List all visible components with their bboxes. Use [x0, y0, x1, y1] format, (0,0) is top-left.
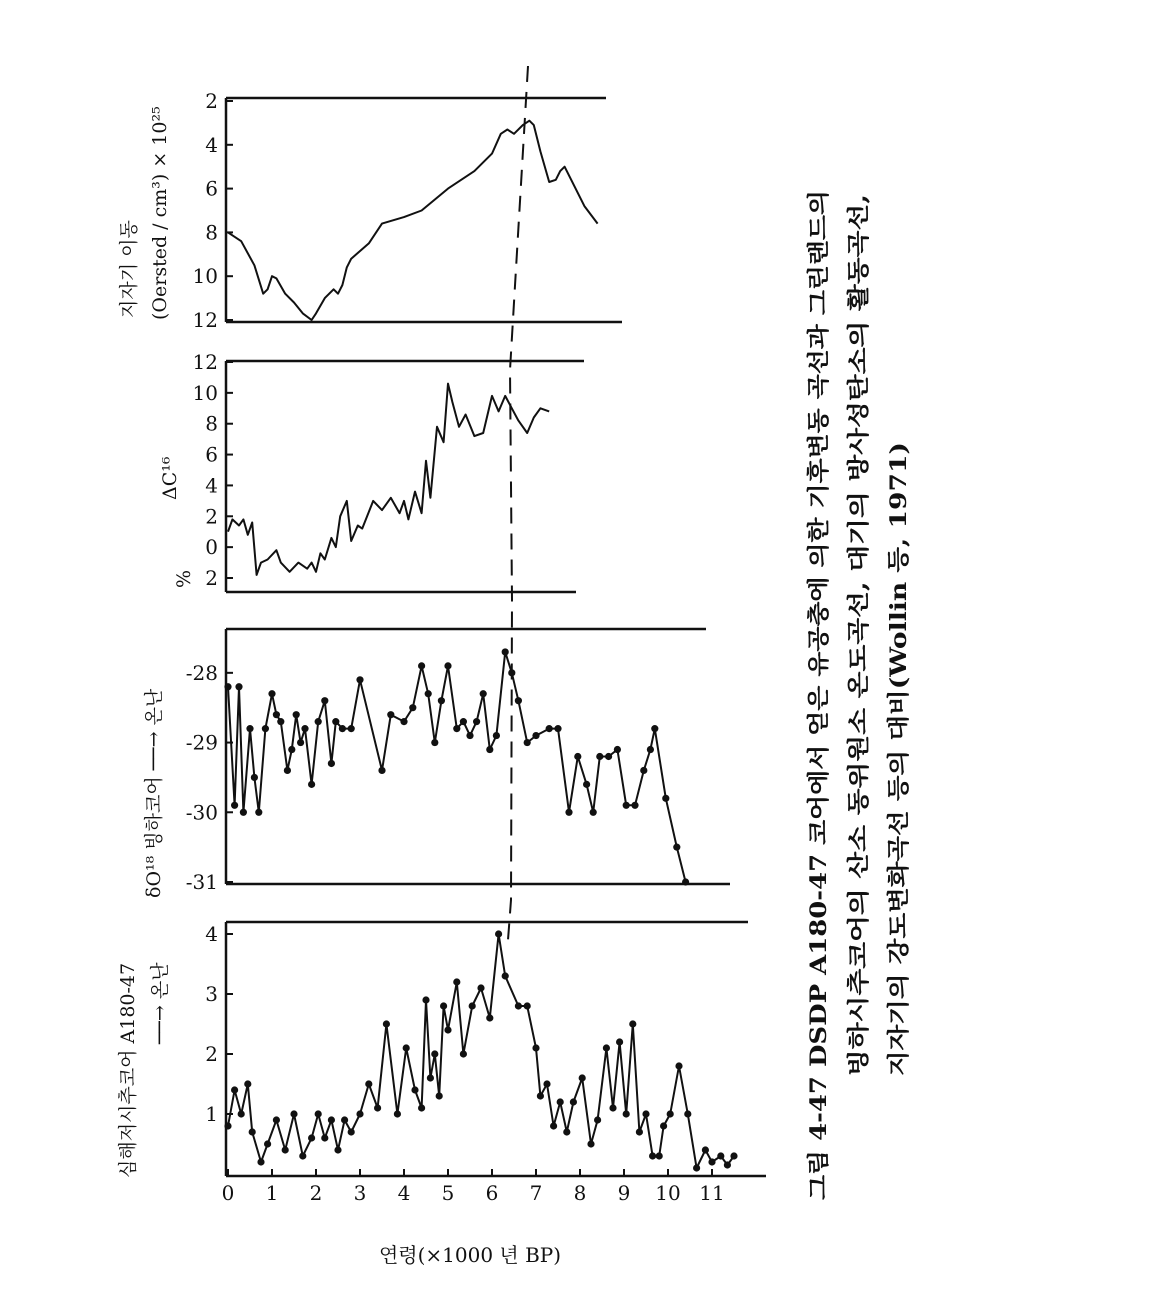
data-point-foraminifera	[570, 1098, 577, 1105]
data-point-foraminifera	[603, 1044, 610, 1051]
data-point-foraminifera	[308, 1134, 315, 1141]
data-point-oxygen_isotope	[651, 725, 658, 732]
caption-line-1: 그림 4-47 DSDP A180-47 코어에서 얻은 유공충에 의한 기후변동 곡선과 그린랜드의	[806, 342, 832, 1200]
data-point-oxygen_isotope	[673, 844, 680, 851]
data-point-oxygen_isotope	[235, 683, 242, 690]
data-point-oxygen_isotope	[273, 711, 280, 718]
xtick-label: 10	[655, 1181, 681, 1205]
data-point-foraminifera	[238, 1110, 245, 1117]
correlation-dashed-line	[508, 66, 528, 940]
xtick-label: 1	[265, 1181, 279, 1205]
data-point-oxygen_isotope	[466, 732, 473, 739]
xtick-label: 9	[617, 1181, 631, 1205]
data-point-foraminifera	[264, 1140, 271, 1147]
data-point-foraminifera	[495, 930, 502, 937]
data-point-oxygen_isotope	[480, 690, 487, 697]
data-point-oxygen_isotope	[532, 732, 539, 739]
ytick-label-geomagnetic: 4	[205, 132, 218, 157]
data-point-foraminifera	[422, 996, 429, 1003]
xtick-label: 4	[397, 1181, 411, 1205]
ytick-label-oxygen_isotope: -29	[185, 730, 218, 755]
data-point-foraminifera	[594, 1116, 601, 1123]
data-point-oxygen_isotope	[339, 725, 346, 732]
data-point-foraminifera	[249, 1128, 256, 1135]
xtick-label: 11	[699, 1181, 725, 1205]
ylabel-foraminifera-line2: ──→ 온난	[149, 962, 171, 1044]
data-point-foraminifera	[348, 1128, 355, 1135]
data-point-oxygen_isotope	[623, 802, 630, 809]
series-radiocarbon	[193, 350, 550, 590]
data-point-foraminifera	[374, 1104, 381, 1111]
data-point-oxygen_isotope	[460, 718, 467, 725]
data-point-foraminifera	[453, 978, 460, 985]
ytick-label-geomagnetic: 12	[192, 308, 218, 332]
data-point-oxygen_isotope	[231, 802, 238, 809]
data-point-oxygen_isotope	[640, 767, 647, 774]
data-point-oxygen_isotope	[387, 711, 394, 718]
data-point-foraminifera	[440, 1002, 447, 1009]
data-point-foraminifera	[431, 1050, 438, 1057]
data-point-foraminifera	[675, 1062, 682, 1069]
data-point-foraminifera	[231, 1086, 238, 1093]
data-point-oxygen_isotope	[554, 725, 561, 732]
data-point-foraminifera	[321, 1134, 328, 1141]
ytick-label-geomagnetic: 10	[192, 264, 218, 289]
ytick-label-foraminifera: 4	[205, 922, 218, 946]
xtick-label: 2	[309, 1181, 323, 1205]
data-point-oxygen_isotope	[596, 753, 603, 760]
data-point-oxygen_isotope	[284, 767, 291, 774]
data-point-oxygen_isotope	[431, 739, 438, 746]
data-point-foraminifera	[257, 1158, 264, 1165]
data-point-oxygen_isotope	[453, 725, 460, 732]
data-point-oxygen_isotope	[605, 753, 612, 760]
data-point-foraminifera	[365, 1080, 372, 1087]
data-point-oxygen_isotope	[251, 774, 258, 781]
ylabel-geomagnetic-line1: 지자기 이동	[118, 220, 140, 318]
data-point-foraminifera	[334, 1146, 341, 1153]
data-point-foraminifera	[477, 984, 484, 991]
xtick-label: 3	[353, 1181, 367, 1205]
data-point-oxygen_isotope	[682, 878, 689, 885]
data-point-oxygen_isotope	[288, 746, 295, 753]
caption-line-2: 빙하시추코어의 산소 동위원소 온도곡선, 대기의 방사성탄소의 활동곡선,	[846, 377, 872, 1076]
data-point-foraminifera	[667, 1110, 674, 1117]
ytick-label-foraminifera: 1	[205, 1102, 218, 1126]
data-point-oxygen_isotope	[321, 697, 328, 704]
data-point-foraminifera	[328, 1116, 335, 1123]
data-point-oxygen_isotope	[277, 718, 284, 725]
ytick-label-radiocarbon: 6	[205, 442, 218, 467]
ylabel-foraminifera-line1: 심해저시추코어 A180-47	[117, 962, 139, 1178]
data-point-foraminifera	[693, 1164, 700, 1171]
data-point-foraminifera	[537, 1092, 544, 1099]
data-point-oxygen_isotope	[565, 809, 572, 816]
ylabel-geomagnetic-line2: (Oersted / cm³) × 10²⁵	[149, 106, 171, 320]
data-point-foraminifera	[469, 1002, 476, 1009]
data-point-foraminifera	[403, 1044, 410, 1051]
data-point-oxygen_isotope	[268, 690, 275, 697]
data-point-foraminifera	[315, 1110, 322, 1117]
data-point-oxygen_isotope	[486, 746, 493, 753]
data-point-oxygen_isotope	[524, 739, 531, 746]
data-point-foraminifera	[299, 1152, 306, 1159]
ytick-label-radiocarbon: 0	[205, 535, 218, 560]
data-point-foraminifera	[394, 1110, 401, 1117]
data-point-oxygen_isotope	[583, 781, 590, 788]
ytick-label-radiocarbon: 2	[205, 504, 218, 529]
data-point-oxygen_isotope	[647, 746, 654, 753]
panel-geomagnetic-frame	[226, 98, 622, 322]
data-point-foraminifera	[418, 1104, 425, 1111]
data-point-oxygen_isotope	[662, 795, 669, 802]
data-point-oxygen_isotope	[590, 809, 597, 816]
data-point-oxygen_isotope	[308, 781, 315, 788]
ytick-label-foraminifera: 2	[205, 1042, 218, 1066]
series-foraminifera	[205, 922, 737, 1172]
data-point-foraminifera	[486, 1014, 493, 1021]
data-point-foraminifera	[515, 1002, 522, 1009]
data-point-foraminifera	[656, 1152, 663, 1159]
ylabel-radiocarbon-unit: %	[173, 569, 195, 588]
data-point-foraminifera	[543, 1080, 550, 1087]
data-point-foraminifera	[460, 1050, 467, 1057]
data-point-foraminifera	[532, 1044, 539, 1051]
data-point-oxygen_isotope	[515, 697, 522, 704]
series-line-oxygen_isotope	[228, 652, 686, 882]
data-point-oxygen_isotope	[574, 753, 581, 760]
data-point-oxygen_isotope	[508, 669, 515, 676]
series-line-foraminifera	[228, 934, 734, 1168]
data-point-oxygen_isotope	[297, 739, 304, 746]
data-point-foraminifera	[587, 1140, 594, 1147]
data-point-foraminifera	[436, 1092, 443, 1099]
xtick-label: 0	[221, 1181, 235, 1205]
ytick-label-geomagnetic: 2	[205, 89, 218, 113]
data-point-oxygen_isotope	[255, 809, 262, 816]
ytick-label-geomagnetic: 6	[205, 176, 218, 201]
series-oxygen-isotope	[186, 648, 689, 894]
ylabel-radiocarbon-main: ΔC¹⁶	[159, 456, 181, 500]
data-point-foraminifera	[708, 1158, 715, 1165]
ytick-label-radiocarbon: 12	[192, 350, 218, 374]
ytick-label-oxygen_isotope: -31	[185, 870, 218, 894]
data-point-oxygen_isotope	[240, 809, 247, 816]
data-point-foraminifera	[579, 1074, 586, 1081]
data-point-foraminifera	[411, 1086, 418, 1093]
data-point-foraminifera	[444, 1026, 451, 1033]
ytick-label-oxygen_isotope: -28	[185, 660, 218, 685]
data-point-oxygen_isotope	[315, 718, 322, 725]
data-point-foraminifera	[660, 1122, 667, 1129]
data-point-foraminifera	[724, 1161, 731, 1168]
xtick-label: 7	[529, 1181, 543, 1205]
data-point-oxygen_isotope	[348, 725, 355, 732]
data-point-foraminifera	[730, 1152, 737, 1159]
data-point-foraminifera	[629, 1020, 636, 1027]
data-point-foraminifera	[642, 1110, 649, 1117]
x-axis-label: 연령(×1000 년 BP)	[378, 1243, 562, 1267]
data-point-oxygen_isotope	[473, 718, 480, 725]
data-point-foraminifera	[244, 1080, 251, 1087]
data-point-foraminifera	[550, 1122, 557, 1129]
data-point-oxygen_isotope	[425, 690, 432, 697]
data-point-foraminifera	[356, 1110, 363, 1117]
data-point-foraminifera	[427, 1074, 434, 1081]
data-point-oxygen_isotope	[409, 704, 416, 711]
data-point-oxygen_isotope	[378, 767, 385, 774]
data-point-foraminifera	[636, 1128, 643, 1135]
data-point-oxygen_isotope	[301, 725, 308, 732]
caption-line-3: 지자기의 강도변화곡선 등의 대비(Wollin 등, 1971)	[886, 550, 912, 1076]
data-point-oxygen_isotope	[438, 697, 445, 704]
xtick-label: 6	[485, 1181, 499, 1205]
ytick-label-geomagnetic: 8	[205, 220, 218, 245]
data-point-foraminifera	[502, 972, 509, 979]
ytick-label-radiocarbon: 8	[205, 411, 218, 436]
data-point-foraminifera	[563, 1128, 570, 1135]
data-point-foraminifera	[273, 1116, 280, 1123]
ytick-label-radiocarbon: 4	[205, 473, 218, 498]
ytick-label-radiocarbon: 2	[205, 566, 218, 590]
xtick-label: 8	[573, 1181, 587, 1205]
data-point-oxygen_isotope	[262, 725, 269, 732]
data-point-foraminifera	[524, 1002, 531, 1009]
data-point-foraminifera	[717, 1152, 724, 1159]
series-geomagnetic	[193, 89, 598, 332]
ytick-label-oxygen_isotope: -30	[185, 800, 218, 825]
xtick-label: 5	[441, 1181, 455, 1205]
data-point-oxygen_isotope	[224, 683, 231, 690]
series-line-geomagnetic	[228, 121, 598, 320]
data-point-foraminifera	[341, 1116, 348, 1123]
data-point-oxygen_isotope	[631, 802, 638, 809]
data-point-foraminifera	[383, 1020, 390, 1027]
data-point-foraminifera	[623, 1110, 630, 1117]
data-point-oxygen_isotope	[332, 718, 339, 725]
data-point-oxygen_isotope	[493, 732, 500, 739]
data-point-oxygen_isotope	[502, 648, 509, 655]
panel-oxygen-frame	[226, 629, 730, 884]
data-point-foraminifera	[609, 1104, 616, 1111]
series-line-radiocarbon	[228, 384, 549, 575]
data-point-foraminifera	[684, 1110, 691, 1117]
ylabel-oxygen: δO¹⁸ 빙하코어 ──→ 온난	[143, 688, 165, 898]
data-point-oxygen_isotope	[546, 725, 553, 732]
ytick-label-foraminifera: 3	[205, 982, 218, 1006]
data-point-oxygen_isotope	[246, 725, 253, 732]
x-axis-foraminifera	[222, 1169, 725, 1205]
data-point-foraminifera	[557, 1098, 564, 1105]
data-point-oxygen_isotope	[328, 760, 335, 767]
data-point-foraminifera	[616, 1038, 623, 1045]
data-point-oxygen_isotope	[614, 746, 621, 753]
data-point-foraminifera	[290, 1110, 297, 1117]
data-point-foraminifera	[282, 1146, 289, 1153]
data-point-oxygen_isotope	[400, 718, 407, 725]
data-point-foraminifera	[649, 1152, 656, 1159]
data-point-foraminifera	[702, 1146, 709, 1153]
data-point-oxygen_isotope	[418, 662, 425, 669]
data-point-oxygen_isotope	[444, 662, 451, 669]
ytick-label-radiocarbon: 10	[192, 380, 218, 405]
data-point-foraminifera	[224, 1122, 231, 1129]
data-point-oxygen_isotope	[356, 676, 363, 683]
data-point-oxygen_isotope	[293, 711, 300, 718]
